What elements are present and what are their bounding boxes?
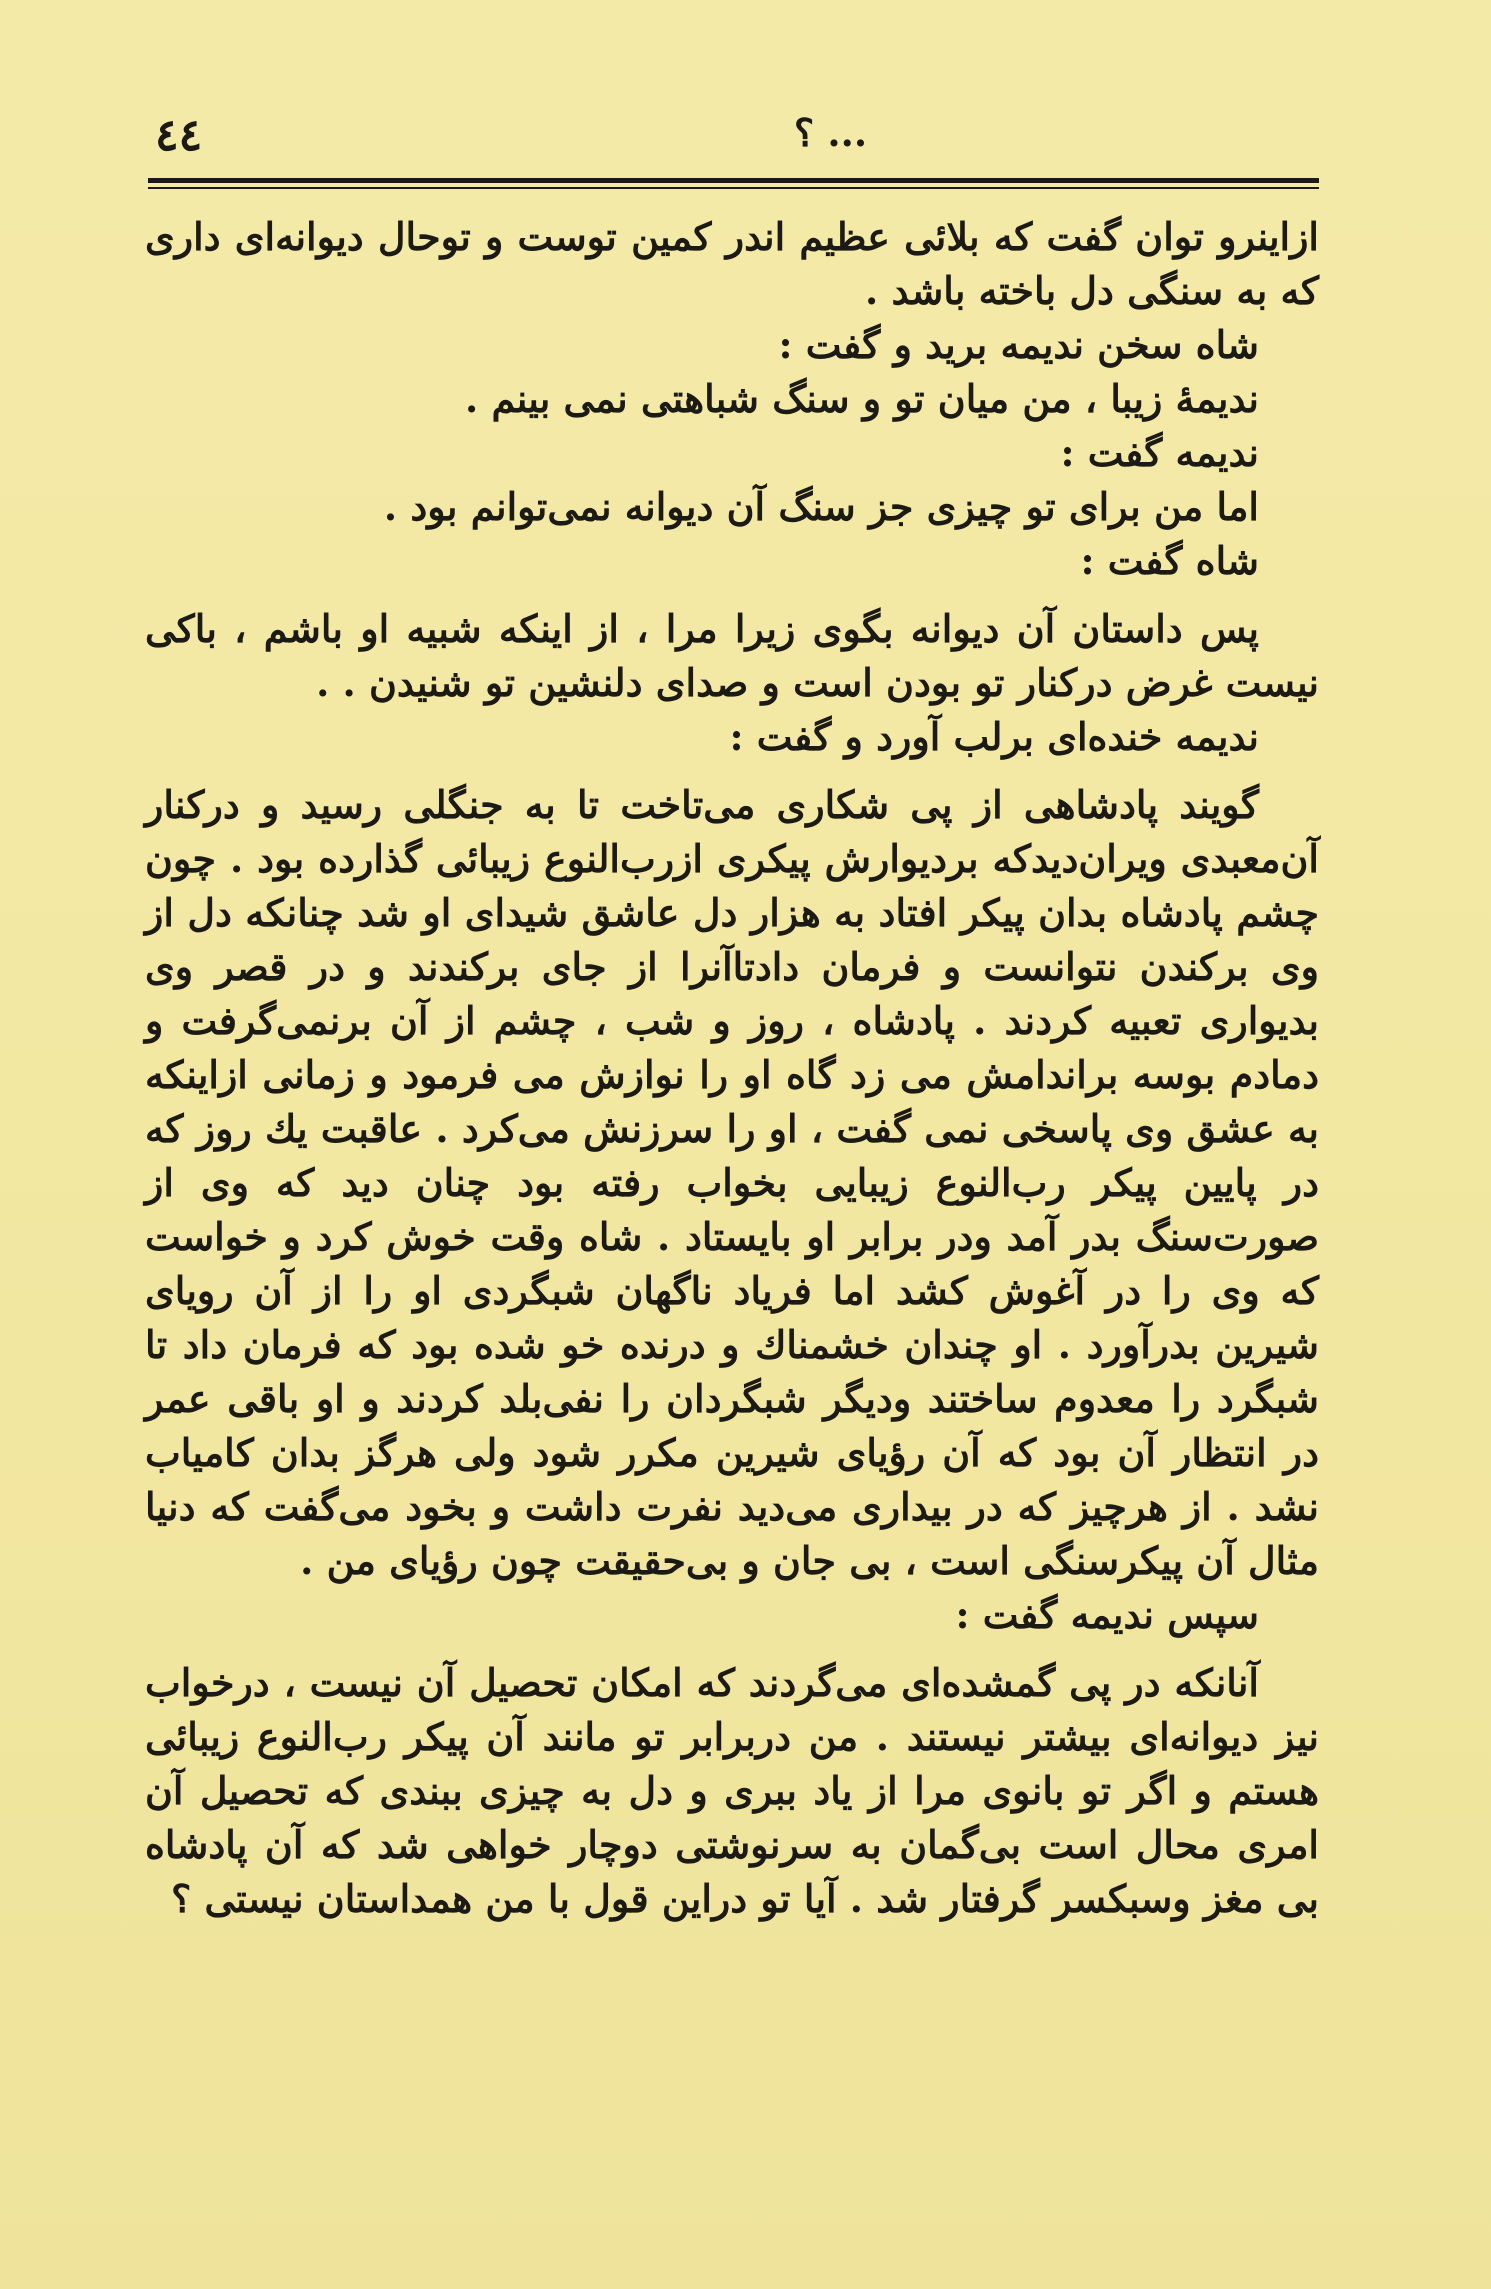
paragraph: ندیمه خنده‌ای برلب آورد و گفت : xyxy=(729,714,1259,759)
page-number: ٤٤ xyxy=(155,110,203,161)
paragraph: ندیمهٔ زیبا ، من میان تو و سنگ شباهتی نمی بینم . xyxy=(465,376,1259,421)
paragraph: شاه گفت : xyxy=(1080,538,1259,583)
running-title: ؟ ... xyxy=(793,110,868,155)
paragraph: اما من برای تو چیزی جز سنگ آن دیوانه نمی‌توانم بود . xyxy=(383,484,1259,529)
header-rule xyxy=(148,178,1319,183)
page-header xyxy=(145,100,1316,170)
paragraph: پس داستان آن دیوانه بگوی زیرا مرا ، از اینکه شبیه او باشم ، باکی نیست غرض درکنار تو بودن است و صدای دلنشین تو شنیدن . . xyxy=(145,606,1319,705)
paragraph: ازاینرو توان گفت که بلائی عظیم اندر کمین توست و توحال دیوانه‌ای داری که به سنگی دل باخته باشد . xyxy=(145,214,1319,313)
paragraph: آنانکه در پی گمشده‌ای می‌گردند که امکان تحصیل آن نیست ، درخواب نیز دیوانه‌ای بیشتر نیستند . من دربرابر تو مانند آن پیکر رب‌النوع زیبائی هستم و اگر تو بانوی مرا از یاد ببری و دل به چیزی ببندی که تحصیل آن امری محال است بی‌گمان به سرنوشتی دوچار خواهی شد که آن پادشاه بی مغز وسبکسر گرفتار شد . آیا تو دراین قول با من همداستان نیستی ؟ xyxy=(145,1660,1319,1921)
paragraph: گویند پادشاهی از پی شکاری می‌تاخت تا به جنگلی رسید و درکنار آن‌معبدی ویران‌دیدکه بردیوارش پیکری ازرب‌النوع زیبائی گذارده بود . چون چشم پادشاه بدان پیکر افتاد به هزار دل عاشق شیدای او شد چنانکه دل از وی برکندن نتوانست و فرمان دادتاآنرا از جای برکندند و در قصر وی بدیواری تعبیه کردند . پادشاه ، روز و شب ، چشم از آن برنمی‌گرفت و دمادم بوسه براندامش می زد گاه او را نوازش می فرمود و زمانی ازاینکه به عشق وی پاسخی نمی گفت ، او را سرزنش می‌کرد . عاقبت یك روز که در پایین پیکر رب‌النوع زیبایی بخواب رفته بود چنان دید که وی از صورت‌سنگ بدر آمد ودر برابر او بایستاد . شاه وقت خوش کرد و خواست که وی را در آغوش کشد اما فریاد ناگهان شبگردی او را از آن رویای شیرین بدرآورد . او چندان خشمناك و درنده خو شده بود که فرمان داد تا شبگرد را معدوم ساختند ودیگر شبگردان را نفی‌بلد کردند و او باقی عمر در انتظار آن بود که آن رؤیای شیرین مکرر شود ولی هرگز بدان کامیاب نشد . از هرچیز که در بیداری می‌دید نفرت داشت و بخود می‌گفت که دنیا مثال آن پیکرسنگی است ، بی جان و بی‌حقیقت چون رؤیای من . xyxy=(145,782,1319,1583)
paragraph: سپس ندیمه گفت : xyxy=(955,1592,1259,1637)
body-text xyxy=(145,210,1319,1926)
paragraph: شاه سخن ندیمه برید و گفت : xyxy=(778,322,1259,367)
paragraph: ندیمه گفت : xyxy=(1060,430,1259,475)
header-rule-thin xyxy=(148,187,1319,189)
